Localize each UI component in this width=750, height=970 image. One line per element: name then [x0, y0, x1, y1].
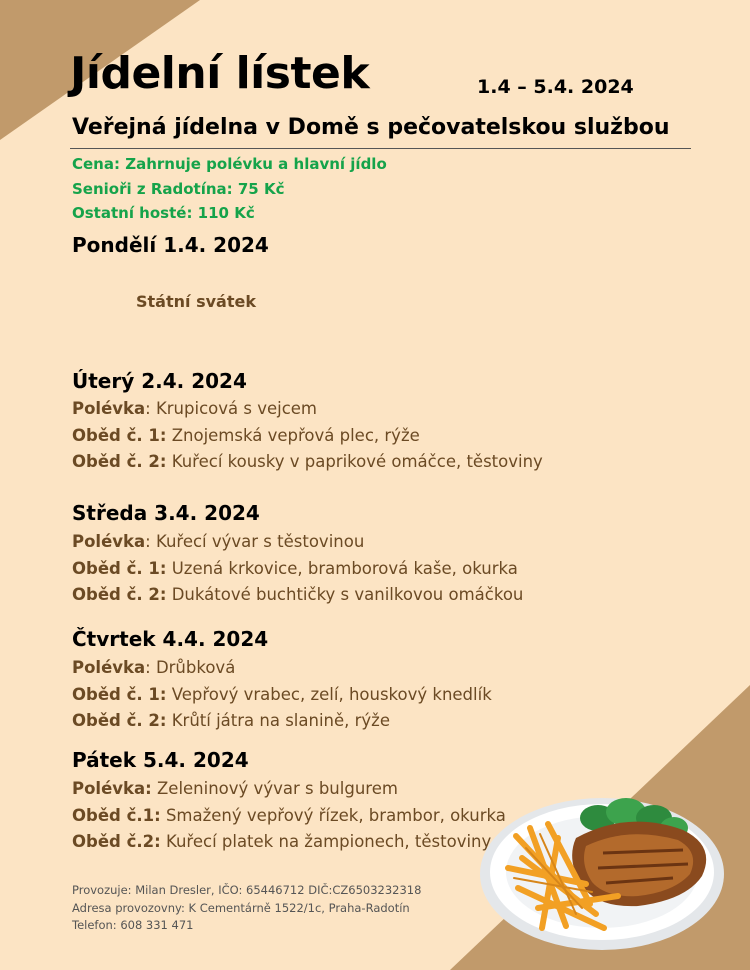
menu-item-main2: Oběd č. 2: Kuřecí kousky v paprikové omáčce, těstoviny — [72, 452, 543, 471]
menu-item-main2: Oběd č. 2: Dukátové buchtičky s vanilkovou omáčkou — [72, 585, 524, 604]
menu-friday — [72, 776, 506, 856]
menu-item-soup: Polévka: Zeleninový vývar s bulgurem — [72, 779, 398, 798]
pricing-block — [72, 152, 387, 226]
plate-of-fries-and-meat-icon — [478, 788, 728, 953]
menu-item-main2: Oběd č. 2: Krůtí játra na slanině, rýže — [72, 711, 390, 730]
menu-item-main1: Oběd č.1: Smažený vepřový řízek, brambor, okurka — [72, 805, 506, 825]
menu-item-main1: Oběd č. 1: Vepřový vrabec, zelí, houskový knedlík — [72, 684, 492, 704]
footer — [72, 882, 421, 935]
menu-tuesday — [72, 396, 543, 476]
menu-item-main2: Oběd č.2: Kuřecí platek na žampionech, těstoviny — [72, 832, 492, 851]
day-heading-monday: Pondělí 1.4. 2024 — [72, 233, 269, 257]
menu-item-soup: Polévka: Drůbková — [72, 658, 236, 677]
page-title: Jídelní lístek — [70, 48, 370, 99]
footer-address: Adresa provozovny: K Cementárně 1522/1c, Praha-Radotín — [72, 900, 410, 915]
menu-wednesday — [72, 529, 523, 609]
day-heading-wednesday: Středa 3.4. 2024 — [72, 501, 260, 525]
date-range: 1.4 – 5.4. 2024 — [477, 76, 634, 98]
footer-operator: Provozuje: Milan Dresler, IČO: 65446712 DIČ:CZ6503232318 — [72, 883, 422, 897]
day-heading-tuesday: Úterý 2.4. 2024 — [72, 369, 247, 393]
day-heading-friday: Pátek 5.4. 2024 — [72, 748, 249, 772]
page-subtitle: Veřejná jídelna v Domě s pečovatelskou službou — [72, 115, 670, 140]
menu-item-soup: Polévka: Krupicová s vejcem — [72, 399, 317, 418]
price-others: Ostatní hosté: 110 Kč — [72, 204, 255, 222]
menu-item-main1: Oběd č. 1: Uzená krkovice, bramborová kaše, okurka — [72, 558, 518, 578]
menu-thursday — [72, 655, 492, 735]
day-heading-thursday: Čtvrtek 4.4. 2024 — [72, 627, 269, 651]
header-divider — [70, 148, 691, 149]
menu-item-main1: Oběd č. 1: Znojemská vepřová plec, rýže — [72, 425, 420, 445]
footer-phone: Telefon: 608 331 471 — [72, 918, 194, 932]
price-info: Cena: Zahrnuje polévku a hlavní jídlo — [72, 155, 387, 173]
menu-item-soup: Polévka: Kuřecí vývar s těstovinou — [72, 532, 365, 551]
holiday-note: Státní svátek — [136, 292, 256, 311]
price-seniors: Senioři z Radotína: 75 Kč — [72, 179, 285, 198]
